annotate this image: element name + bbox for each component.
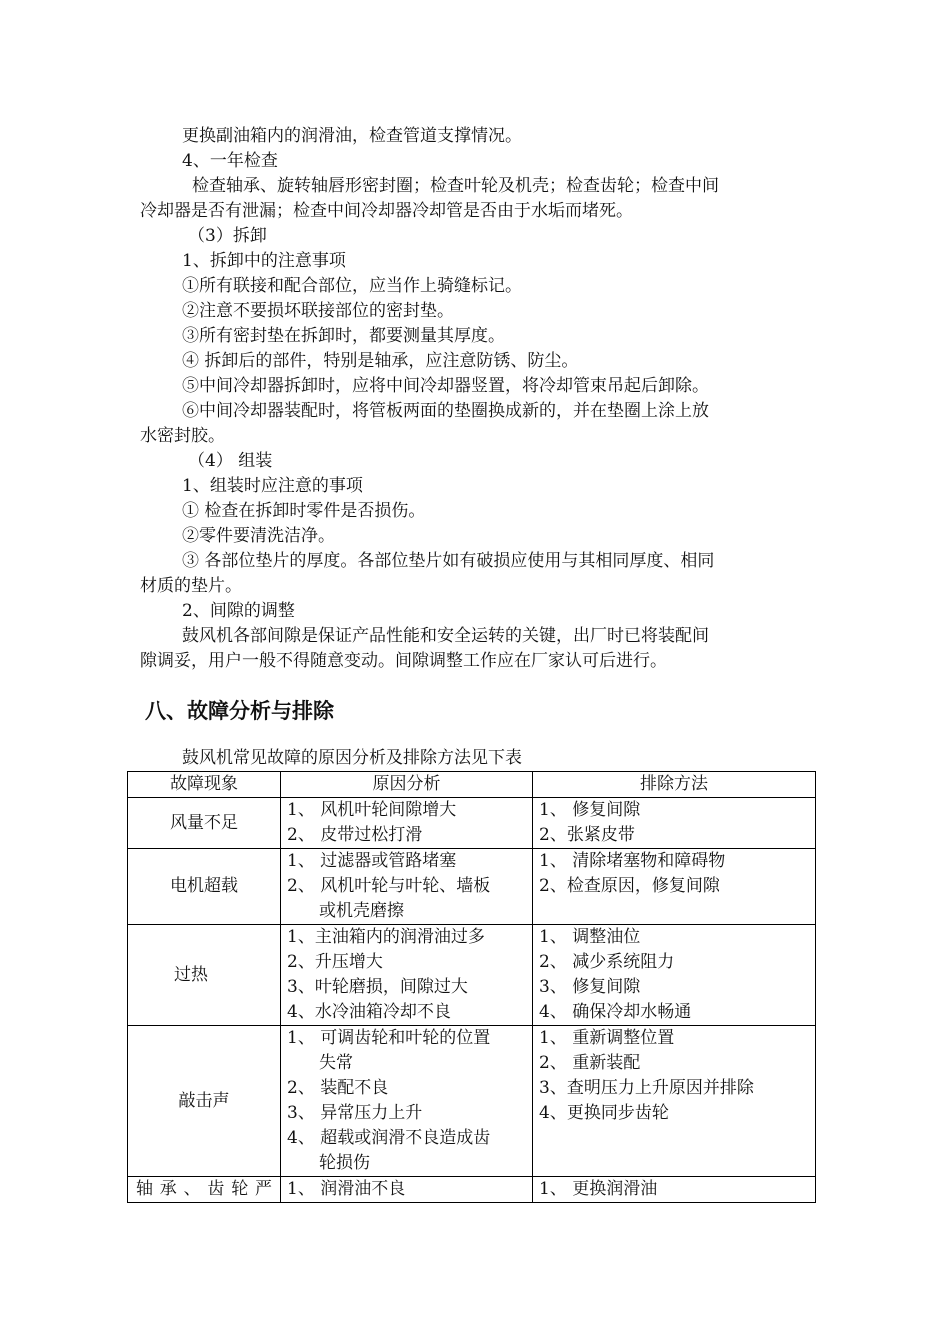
paragraph-line: 2、间隙的调整 [182, 601, 295, 621]
symptom-cell: 电机超载 [128, 849, 281, 925]
table-row [128, 925, 816, 1026]
remedy-item: 2、 减少系统阻力 [539, 952, 675, 972]
remedy-item: 2、张紧皮带 [539, 825, 635, 845]
remedy-cell [533, 849, 816, 925]
remedy-cell [533, 1026, 816, 1177]
symptom-cell: 轴承、齿轮严 [128, 1177, 281, 1203]
cause-item: 1、主油箱内的润滑油过多 [287, 927, 485, 947]
remedy-item: 1、 更换润滑油 [539, 1179, 658, 1199]
table-row [128, 1177, 816, 1203]
remedy-item: 3、查明压力上升原因并排除 [539, 1078, 754, 1098]
table-row [128, 798, 816, 849]
table-row [128, 849, 816, 925]
cause-item: 2、升压增大 [287, 952, 383, 972]
cause-item: 3、叶轮磨损，间隙过大 [287, 977, 468, 997]
paragraph-line: 隙调妥，用户一般不得随意变动。间隙调整工作应在厂家认可后进行。 [140, 651, 667, 671]
cause-item: 或机壳磨擦 [319, 901, 404, 921]
cause-item: 4、水冷油箱冷却不良 [287, 1002, 451, 1022]
remedy-item: 1、 重新调整位置 [539, 1028, 675, 1048]
paragraph-line: ①所有联接和配合部位，应当作上骑缝标记。 [182, 276, 522, 296]
remedy-item: 4、更换同步齿轮 [539, 1103, 669, 1123]
table-row [128, 1026, 816, 1177]
remedy-item: 4、 确保冷却水畅通 [539, 1002, 692, 1022]
cause-item: 4、 超载或润滑不良造成齿 [287, 1128, 491, 1148]
table-caption: 鼓风机常见故障的原因分析及排除方法见下表 [182, 748, 522, 768]
paragraph-line: ⑥中间冷却器装配时，将管板两面的垫圈换成新的，并在垫圈上涂上放 [182, 401, 709, 421]
paragraph-line: ① 检查在拆卸时零件是否损伤。 [182, 501, 426, 521]
paragraph-line: ⑤中间冷却器拆卸时，应将中间冷却器竖置，将冷却管束吊起后卸除。 [182, 376, 709, 396]
remedy-item: 2、 重新装配 [539, 1053, 641, 1073]
cause-cell [281, 1026, 533, 1177]
paragraph-line: 鼓风机各部间隙是保证产品性能和安全运转的关键，出厂时已将装配间 [182, 626, 709, 646]
cause-cell [281, 798, 533, 849]
remedy-cell [533, 1177, 816, 1203]
header-symptom: 故障现象 [128, 772, 281, 798]
paragraph-line: 1、组装时应注意的事项 [182, 476, 363, 496]
paragraph-line: （4） 组装 [188, 451, 273, 471]
cause-item: 3、 异常压力上升 [287, 1103, 423, 1123]
symptom-cell: 过热 [128, 925, 281, 1026]
remedy-cell [533, 798, 816, 849]
remedy-item: 2、检查原因，修复间隙 [539, 876, 720, 896]
remedy-item: 1、 调整油位 [539, 927, 641, 947]
fault-table [127, 771, 816, 1203]
cause-item: 1、 可调齿轮和叶轮的位置 [287, 1028, 491, 1048]
paragraph-line: 冷却器是否有泄漏；检查中间冷却器冷却管是否由于水垢而堵死。 [140, 201, 633, 221]
cause-cell [281, 1177, 533, 1203]
header-remedy: 排除方法 [533, 772, 816, 798]
header-cause: 原因分析 [281, 772, 533, 798]
paragraph-line: 1、拆卸中的注意事项 [182, 251, 346, 271]
cause-item: 1、 过滤器或管路堵塞 [287, 851, 457, 871]
remedy-item: 1、 修复间隙 [539, 800, 641, 820]
paragraph-line: ②零件要清洗洁净。 [182, 526, 335, 546]
cause-item: 轮损伤 [319, 1153, 370, 1173]
paragraph-line: 检查轴承、旋转轴唇形密封圈；检查叶轮及机壳；检查齿轮；检查中间 [192, 176, 719, 196]
paragraph-line: 更换副油箱内的润滑油，检查管道支撑情况。 [182, 126, 522, 146]
paragraph-line: ③所有密封垫在拆卸时，都要测量其厚度。 [182, 326, 505, 346]
paragraph-line: （3）拆卸 [188, 226, 267, 246]
remedy-item: 3、 修复间隙 [539, 977, 641, 997]
paragraph-line: ③ 各部位垫片的厚度。各部位垫片如有破损应使用与其相同厚度、相同 [182, 551, 715, 571]
cause-cell [281, 849, 533, 925]
paragraph-line: 4、一年检查 [182, 151, 278, 171]
paragraph-line: ②注意不要损坏联接部位的密封垫。 [182, 301, 454, 321]
cause-item: 1、 风机叶轮间隙增大 [287, 800, 457, 820]
symptom-cell: 风量不足 [128, 798, 281, 849]
remedy-item: 1、 清除堵塞物和障碍物 [539, 851, 726, 871]
paragraph-line: ④ 拆卸后的部件，特别是轴承，应注意防锈、防尘。 [182, 351, 579, 371]
cause-item: 失常 [319, 1053, 353, 1073]
paragraph-line: 材质的垫片。 [140, 576, 242, 596]
symptom-cell: 敲击声 [128, 1026, 281, 1177]
remedy-cell [533, 925, 816, 1026]
cause-item: 2、 风机叶轮与叶轮、墙板 [287, 876, 491, 896]
cause-item: 2、 皮带过松打滑 [287, 825, 423, 845]
paragraph-line: 水密封胶。 [140, 426, 225, 446]
section-heading: 八、故障分析与排除 [145, 699, 334, 723]
cause-item: 2、 装配不良 [287, 1078, 389, 1098]
cause-cell [281, 925, 533, 1026]
table-header-row [128, 772, 816, 798]
cause-item: 1、 润滑油不良 [287, 1179, 406, 1199]
